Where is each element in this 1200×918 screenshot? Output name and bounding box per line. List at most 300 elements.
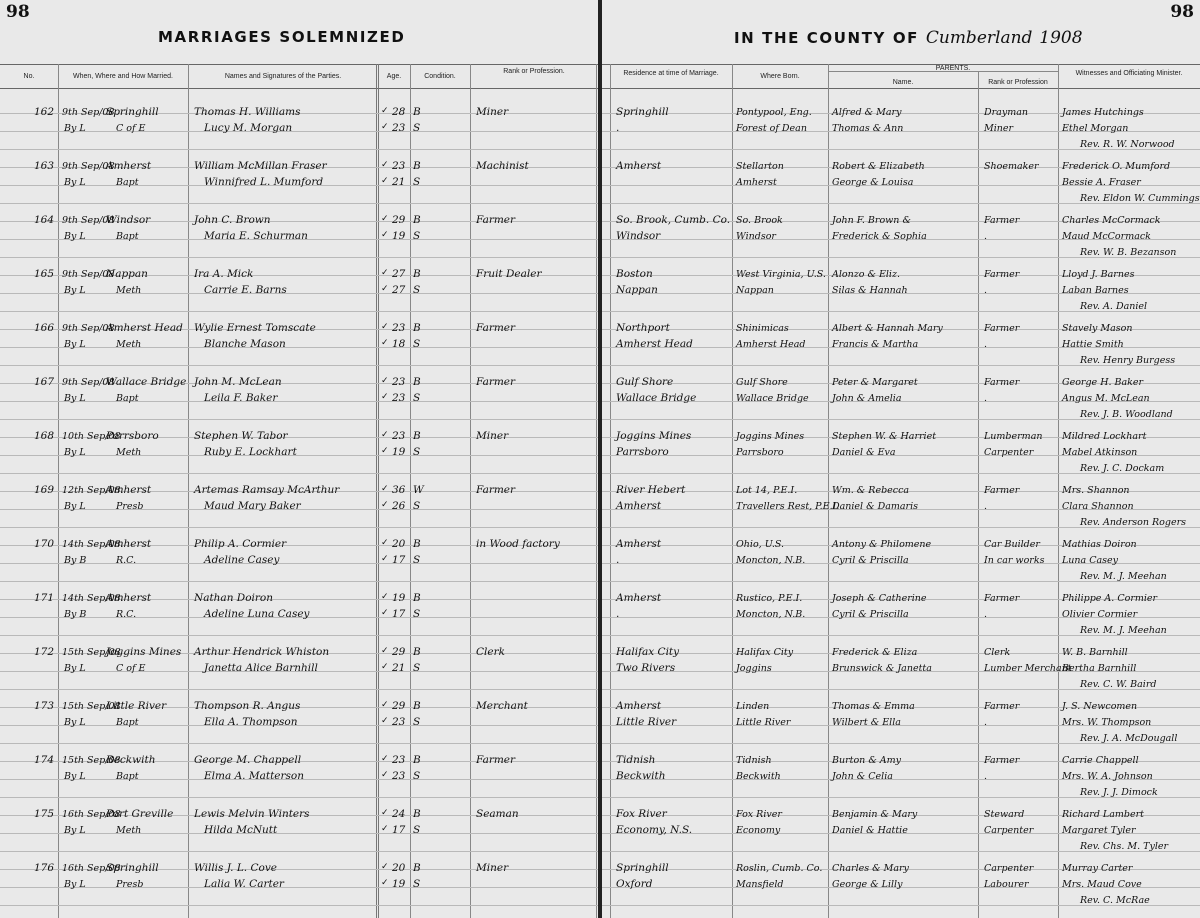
groom-parents: Peter & Margaret xyxy=(832,377,918,388)
marriage-date: 15th Sep/08 xyxy=(62,755,121,766)
witness-one: W. B. Barnhill xyxy=(1062,647,1128,658)
groom-age: 36 xyxy=(392,484,406,496)
ruled-line xyxy=(0,905,598,906)
bride-father-profession: Carpenter xyxy=(984,447,1034,458)
officiating-minister: Rev. C. W. Baird xyxy=(1080,679,1157,690)
denomination: Bapt xyxy=(116,771,139,782)
marriage-date: 15th Sep/08 xyxy=(62,701,121,712)
ruled-line xyxy=(0,203,598,204)
witness-one: Richard Lambert xyxy=(1062,809,1144,820)
marriage-date: 16th Sep/08 xyxy=(62,809,121,820)
col-header-no: No. xyxy=(23,73,35,80)
marriage-date: 9th Sep/08 xyxy=(62,161,115,172)
bride-name: Ella A. Thompson xyxy=(204,716,298,728)
bride-age: 17 xyxy=(392,608,406,620)
witness-two: Luna Casey xyxy=(1062,555,1119,566)
check-mark: ✓ xyxy=(381,484,389,494)
groom-parents: Albert & Hannah Mary xyxy=(832,323,943,334)
marriage-date: 16th Sep/08 xyxy=(62,863,121,874)
witness-one: Carrie Chappell xyxy=(1062,755,1139,766)
groom-condition: B xyxy=(413,808,421,820)
officiating-minister: Rev. A. Daniel xyxy=(1080,301,1148,312)
groom-name: Willis J. L. Cove xyxy=(194,862,277,874)
bride-age: 26 xyxy=(392,500,406,512)
check-mark: ✓ xyxy=(381,808,389,818)
check-mark: ✓ xyxy=(381,176,389,186)
bride-condition: S xyxy=(413,230,421,242)
bride-residence: Amherst xyxy=(616,500,662,512)
groom-profession: Merchant xyxy=(476,700,528,712)
bride-name: Adeline Casey xyxy=(204,554,280,566)
ruled-line xyxy=(0,797,598,798)
bride-parents: George & Lilly xyxy=(832,879,903,890)
bride-birthplace: Amherst Head xyxy=(736,339,806,350)
ruled-line xyxy=(0,743,598,744)
officiating-minister: Rev. Chs. M. Tyler xyxy=(1080,841,1169,852)
groom-age: 23 xyxy=(392,430,406,442)
bride-birthplace: Little River xyxy=(736,717,791,728)
check-mark: ✓ xyxy=(381,554,389,564)
check-mark: ✓ xyxy=(381,322,389,332)
bride-father-profession: . xyxy=(984,231,988,242)
witness-two: Olivier Cormier xyxy=(1062,609,1138,620)
ruled-line xyxy=(0,473,598,474)
bride-name: Maria E. Schurman xyxy=(204,230,308,242)
check-mark: ✓ xyxy=(381,430,389,440)
groom-age: 29 xyxy=(392,646,406,658)
marriage-license: By L xyxy=(64,393,86,404)
bride-father-profession: . xyxy=(984,393,988,404)
bride-name: Blanche Mason xyxy=(204,338,286,350)
groom-residence: Joggins Mines xyxy=(616,430,692,442)
bride-father-profession: . xyxy=(984,609,988,620)
bride-residence: Beckwith xyxy=(616,770,666,782)
check-mark: ✓ xyxy=(381,214,389,224)
witness-two: Ethel Morgan xyxy=(1062,123,1129,134)
check-mark: ✓ xyxy=(381,716,389,726)
bride-parents: Thomas & Ann xyxy=(832,123,904,134)
ruled-line xyxy=(0,581,598,582)
marriage-date: 9th Sep/08 xyxy=(62,107,115,118)
entry-number: 173 xyxy=(34,700,55,712)
officiating-minister: Rev. Eldon W. Cummings xyxy=(1080,193,1200,204)
bride-father-profession: In car works xyxy=(984,555,1045,566)
bride-residence: . xyxy=(616,122,620,134)
check-mark: ✓ xyxy=(381,284,389,294)
check-mark: ✓ xyxy=(381,592,389,602)
check-mark: ✓ xyxy=(381,754,389,764)
groom-name: Arthur Hendrick Whiston xyxy=(194,646,330,658)
denomination: Presb xyxy=(116,879,144,890)
bride-birthplace: Windsor xyxy=(736,231,776,242)
bride-father-profession: Labourer xyxy=(984,879,1029,890)
groom-profession: Farmer xyxy=(476,484,516,496)
check-mark: ✓ xyxy=(381,662,389,672)
groom-name: John M. McLean xyxy=(194,376,282,388)
groom-residence: Northport xyxy=(616,322,670,334)
groom-residence: River Hebert xyxy=(616,484,686,496)
check-mark: ✓ xyxy=(381,122,389,132)
groom-father-profession: Farmer xyxy=(984,377,1020,388)
marriage-date: 15th Sep/08 xyxy=(62,647,121,658)
witness-one: James Hutchings xyxy=(1062,107,1144,118)
witness-two: Margaret Tyler xyxy=(1062,825,1136,836)
marriage-place: Wallace Bridge xyxy=(106,376,187,388)
groom-residence: So. Brook, Cumb. Co. xyxy=(616,214,731,226)
bride-condition: S xyxy=(413,770,421,782)
bride-parents: Daniel & Hattie xyxy=(832,825,908,836)
bride-age: 19 xyxy=(392,878,406,890)
groom-father-profession: Farmer xyxy=(984,593,1020,604)
marriage-place: Parrsboro xyxy=(106,430,159,442)
groom-condition: B xyxy=(413,592,421,604)
bride-father-profession: Lumber Merchant xyxy=(984,663,1072,674)
officiating-minister: Rev. W. B. Bezanson xyxy=(1080,247,1177,258)
groom-condition: W xyxy=(413,484,424,496)
groom-condition: B xyxy=(413,376,421,388)
groom-residence: Fox River xyxy=(616,808,667,820)
marriage-date: 9th Sep/08 xyxy=(62,215,115,226)
witness-two: Mrs. W. A. Johnson xyxy=(1062,771,1153,782)
bride-parents: Daniel & Eva xyxy=(832,447,896,458)
check-mark: ✓ xyxy=(381,700,389,710)
entry-number: 168 xyxy=(34,430,55,442)
groom-profession: Clerk xyxy=(476,646,505,658)
witness-two: Laban Barnes xyxy=(1062,285,1129,296)
groom-profession: Farmer xyxy=(476,754,516,766)
bride-age: 17 xyxy=(392,824,406,836)
marriage-place: Nappan xyxy=(106,268,148,280)
bride-age: 21 xyxy=(392,176,406,188)
groom-age: 19 xyxy=(392,592,406,604)
bride-residence: . xyxy=(616,608,620,620)
bride-name: Carrie E. Barns xyxy=(204,284,287,296)
witness-one: Mildred Lockhart xyxy=(1062,431,1147,442)
groom-residence: Amherst xyxy=(616,592,662,604)
parents-header-rule xyxy=(828,71,1058,72)
groom-father-profession: Steward xyxy=(984,809,1025,820)
check-mark: ✓ xyxy=(381,160,389,170)
bride-name: Elma A. Matterson xyxy=(204,770,304,782)
bride-residence: . xyxy=(616,554,620,566)
groom-birthplace: Joggins Mines xyxy=(736,431,805,442)
bride-father-profession: Carpenter xyxy=(984,825,1034,836)
bride-birthplace: Beckwith xyxy=(736,771,781,782)
entry-number: 170 xyxy=(34,538,55,550)
groom-parents: Alonzo & Eliz. xyxy=(832,269,900,280)
bride-name: Winnifred L. Mumford xyxy=(204,176,324,188)
marriage-date: 14th Sep/08 xyxy=(62,593,121,604)
entry-number: 172 xyxy=(34,646,55,658)
bride-condition: S xyxy=(413,608,421,620)
entry-number: 165 xyxy=(34,268,55,280)
col-header-names: Names and Signatures of the Parties. xyxy=(224,73,342,80)
officiating-minister: Rev. J. A. McDougall xyxy=(1080,733,1178,744)
check-mark: ✓ xyxy=(381,538,389,548)
groom-parents: John F. Brown & xyxy=(832,215,911,226)
groom-birthplace: Rustico, P.E.I. xyxy=(736,593,803,604)
marriage-license: By L xyxy=(64,879,86,890)
groom-profession: Miner xyxy=(476,106,509,118)
bride-father-profession: . xyxy=(984,285,988,296)
groom-birthplace: Ohio, U.S. xyxy=(736,539,785,550)
bride-parents: Brunswick & Janetta xyxy=(832,663,932,674)
bride-age: 23 xyxy=(392,716,406,728)
bride-father-profession: . xyxy=(984,717,988,728)
ruled-line xyxy=(0,635,598,636)
denomination: Bapt xyxy=(116,717,139,728)
groom-age: 20 xyxy=(392,538,406,550)
marriage-license: By L xyxy=(64,123,86,134)
check-mark: ✓ xyxy=(381,376,389,386)
groom-birthplace: Roslin, Cumb. Co. xyxy=(736,863,823,874)
marriage-place: Amherst xyxy=(106,484,152,496)
ruled-line xyxy=(0,311,598,312)
bride-parents: Francis & Martha xyxy=(832,339,919,350)
witness-two: Hattie Smith xyxy=(1062,339,1124,350)
groom-name: George M. Chappell xyxy=(194,754,302,766)
witness-one: George H. Baker xyxy=(1062,377,1144,388)
groom-profession: Seaman xyxy=(476,808,519,820)
ruled-line xyxy=(0,851,598,852)
groom-father-profession: Clerk xyxy=(984,647,1011,658)
groom-parents: Frederick & Eliza xyxy=(832,647,918,658)
groom-father-profession: Car Builder xyxy=(984,539,1040,550)
col-header-rank: Rank or Profession. xyxy=(503,68,565,75)
bride-residence: Oxford xyxy=(616,878,653,890)
witness-two: Maud McCormack xyxy=(1062,231,1151,242)
bride-father-profession: . xyxy=(984,339,988,350)
groom-birthplace: Pontypool, Eng. xyxy=(736,107,812,118)
groom-name: William McMillan Fraser xyxy=(194,160,327,172)
marriage-license: By L xyxy=(64,447,86,458)
left-page xyxy=(0,0,598,918)
groom-birthplace: Lot 14, P.E.I. xyxy=(736,485,798,496)
bride-father-profession: . xyxy=(984,501,988,512)
bride-birthplace: Moncton, N.B. xyxy=(736,555,806,566)
denomination: R.C. xyxy=(116,555,137,566)
bride-condition: S xyxy=(413,284,421,296)
bride-condition: S xyxy=(413,662,421,674)
bride-residence: Little River xyxy=(616,716,677,728)
groom-father-profession: Carpenter xyxy=(984,863,1034,874)
bride-age: 23 xyxy=(392,392,406,404)
groom-condition: B xyxy=(413,754,421,766)
denomination: C of E xyxy=(116,123,146,134)
ruled-line xyxy=(0,365,598,366)
bride-birthplace: Forest of Dean xyxy=(736,123,807,134)
witness-two: Clara Shannon xyxy=(1062,501,1134,512)
title-prefix: IN THE COUNTY OF xyxy=(734,29,920,47)
groom-name: Lewis Melvin Winters xyxy=(194,808,310,820)
bride-birthplace: Nappan xyxy=(736,285,774,296)
bride-name: Janetta Alice Barnhill xyxy=(204,662,318,674)
ruled-line xyxy=(0,149,598,150)
groom-parents: Burton & Amy xyxy=(832,755,902,766)
bride-age: 23 xyxy=(392,770,406,782)
county-name: Cumberland xyxy=(925,28,1033,48)
groom-condition: B xyxy=(413,322,421,334)
marriage-date: 12th Sep/08 xyxy=(62,485,121,496)
bride-name: Adeline Luna Casey xyxy=(204,608,310,620)
marriage-place: Port Greville xyxy=(106,808,174,820)
bride-birthplace: Amherst xyxy=(736,177,777,188)
check-mark: ✓ xyxy=(381,268,389,278)
groom-name: Ira A. Mick xyxy=(194,268,254,280)
groom-parents: Wm. & Rebecca xyxy=(832,485,910,496)
bride-condition: S xyxy=(413,122,421,134)
entry-number: 162 xyxy=(34,106,55,118)
groom-profession: Farmer xyxy=(476,322,516,334)
bride-birthplace: Travellers Rest, P.E.I. xyxy=(736,501,840,512)
groom-name: Stephen W. Tabor xyxy=(194,430,288,442)
bride-name: Ruby E. Lockhart xyxy=(204,446,297,458)
entry-number: 167 xyxy=(34,376,55,388)
page-number-left: 98 xyxy=(6,2,30,22)
groom-father-profession: Farmer xyxy=(984,701,1020,712)
bride-condition: S xyxy=(413,338,421,350)
bride-parents: Silas & Hannah xyxy=(832,285,908,296)
check-mark: ✓ xyxy=(381,770,389,780)
check-mark: ✓ xyxy=(381,338,389,348)
officiating-minister: Rev. J. C. Dockam xyxy=(1080,463,1165,474)
col-header-parents: PARENTS. xyxy=(935,65,971,72)
groom-father-profession: Farmer xyxy=(984,485,1020,496)
col-header-residence: Residence at time of Marriage. xyxy=(623,70,719,77)
groom-parents: Benjamin & Mary xyxy=(832,809,918,820)
groom-condition: B xyxy=(413,106,421,118)
groom-profession: Miner xyxy=(476,430,509,442)
marriage-place: Springhill xyxy=(106,106,159,118)
groom-age: 23 xyxy=(392,322,406,334)
groom-age: 27 xyxy=(392,268,406,280)
check-mark: ✓ xyxy=(381,446,389,456)
groom-father-profession: Farmer xyxy=(984,755,1020,766)
marriage-license: By L xyxy=(64,501,86,512)
groom-age: 24 xyxy=(392,808,406,820)
bride-parents: George & Louisa xyxy=(832,177,914,188)
officiating-minister: Rev. J. B. Woodland xyxy=(1080,409,1173,420)
denomination: Meth xyxy=(116,285,142,296)
groom-residence: Boston xyxy=(616,268,653,280)
denomination: Presb xyxy=(116,501,144,512)
witness-one: Mathias Doiron xyxy=(1062,539,1137,550)
bride-age: 21 xyxy=(392,662,406,674)
denomination: Bapt xyxy=(116,393,139,404)
marriage-license: By L xyxy=(64,825,86,836)
denomination: R.C. xyxy=(116,609,137,620)
bride-residence: Nappan xyxy=(616,284,658,296)
groom-birthplace: Fox River xyxy=(736,809,782,820)
witness-two: Angus M. McLean xyxy=(1062,393,1150,404)
groom-birthplace: West Virginia, U.S. xyxy=(736,269,826,280)
witness-two: Mabel Atkinson xyxy=(1062,447,1138,458)
groom-profession: in Wood factory xyxy=(476,538,560,550)
denomination: Meth xyxy=(116,825,142,836)
bride-condition: S xyxy=(413,878,421,890)
groom-name: Thomas H. Williams xyxy=(194,106,301,118)
groom-birthplace: Stellarton xyxy=(736,161,784,172)
bride-age: 27 xyxy=(392,284,406,296)
groom-birthplace: So. Brook xyxy=(736,215,783,226)
check-mark: ✓ xyxy=(381,608,389,618)
groom-profession: Farmer xyxy=(476,376,516,388)
groom-age: 29 xyxy=(392,700,406,712)
groom-birthplace: Shinimicas xyxy=(736,323,789,334)
check-mark: ✓ xyxy=(381,230,389,240)
marriage-license: By B xyxy=(64,555,87,566)
bride-residence: Amherst Head xyxy=(616,338,693,350)
check-mark: ✓ xyxy=(381,862,389,872)
check-mark: ✓ xyxy=(381,106,389,116)
groom-condition: B xyxy=(413,160,421,172)
groom-parents: Charles & Mary xyxy=(832,863,909,874)
bride-name: Leila F. Baker xyxy=(204,392,278,404)
bride-name: Lucy M. Morgan xyxy=(204,122,293,134)
ruled-line xyxy=(0,527,598,528)
groom-name: Thompson R. Angus xyxy=(194,700,301,712)
groom-residence: Amherst xyxy=(616,700,662,712)
witness-two: Mrs. Maud Cove xyxy=(1062,879,1142,890)
marriage-license: By L xyxy=(64,339,86,350)
groom-birthplace: Tidnish xyxy=(736,755,772,766)
groom-name: Nathan Doiron xyxy=(194,592,273,604)
groom-age: 20 xyxy=(392,862,406,874)
bride-birthplace: Joggins xyxy=(736,663,772,674)
groom-condition: B xyxy=(413,430,421,442)
page-title-left: MARRIAGES SOLEMNIZED xyxy=(158,28,406,46)
bride-residence: Two Rivers xyxy=(616,662,676,674)
bride-age: 19 xyxy=(392,230,406,242)
groom-residence: Amherst xyxy=(616,538,662,550)
officiating-minister: Rev. Henry Burgess xyxy=(1080,355,1176,366)
bride-residence: Wallace Bridge xyxy=(616,392,697,404)
groom-name: John C. Brown xyxy=(194,214,271,226)
groom-parents: Thomas & Emma xyxy=(832,701,915,712)
groom-condition: B xyxy=(413,862,421,874)
page-number-right: 98 xyxy=(1170,2,1194,22)
entry-number: 164 xyxy=(34,214,55,226)
marriage-license: By B xyxy=(64,609,87,620)
marriage-place: Springhill xyxy=(106,862,159,874)
denomination: C of E xyxy=(116,663,146,674)
groom-profession: Fruit Dealer xyxy=(476,268,542,280)
marriage-place: Beckwith xyxy=(106,754,156,766)
check-mark: ✓ xyxy=(381,392,389,402)
bride-residence: Parrsboro xyxy=(616,446,669,458)
marriage-license: By L xyxy=(64,177,86,188)
marriage-place: Joggins Mines xyxy=(106,646,182,658)
officiating-minister: Rev. C. McRae xyxy=(1080,895,1150,906)
header-bottom-rule xyxy=(0,88,598,89)
bride-father-profession: . xyxy=(984,771,988,782)
witness-two: Bessie A. Fraser xyxy=(1062,177,1141,188)
bride-parents: Frederick & Sophia xyxy=(832,231,927,242)
entry-number: 169 xyxy=(34,484,55,496)
officiating-minister: Rev. M. J. Meehan xyxy=(1080,625,1167,636)
bride-age: 17 xyxy=(392,554,406,566)
check-mark: ✓ xyxy=(381,646,389,656)
groom-residence: Springhill xyxy=(616,106,669,118)
bride-age: 23 xyxy=(392,122,406,134)
denomination: Bapt xyxy=(116,231,139,242)
col-header-parent-rank: Rank or Profession xyxy=(988,79,1048,86)
groom-residence: Springhill xyxy=(616,862,669,874)
bride-parents: Wilbert & Ella xyxy=(832,717,901,728)
page-title-right xyxy=(734,28,1083,48)
marriage-date: 9th Sep/08 xyxy=(62,269,115,280)
groom-condition: B xyxy=(413,268,421,280)
